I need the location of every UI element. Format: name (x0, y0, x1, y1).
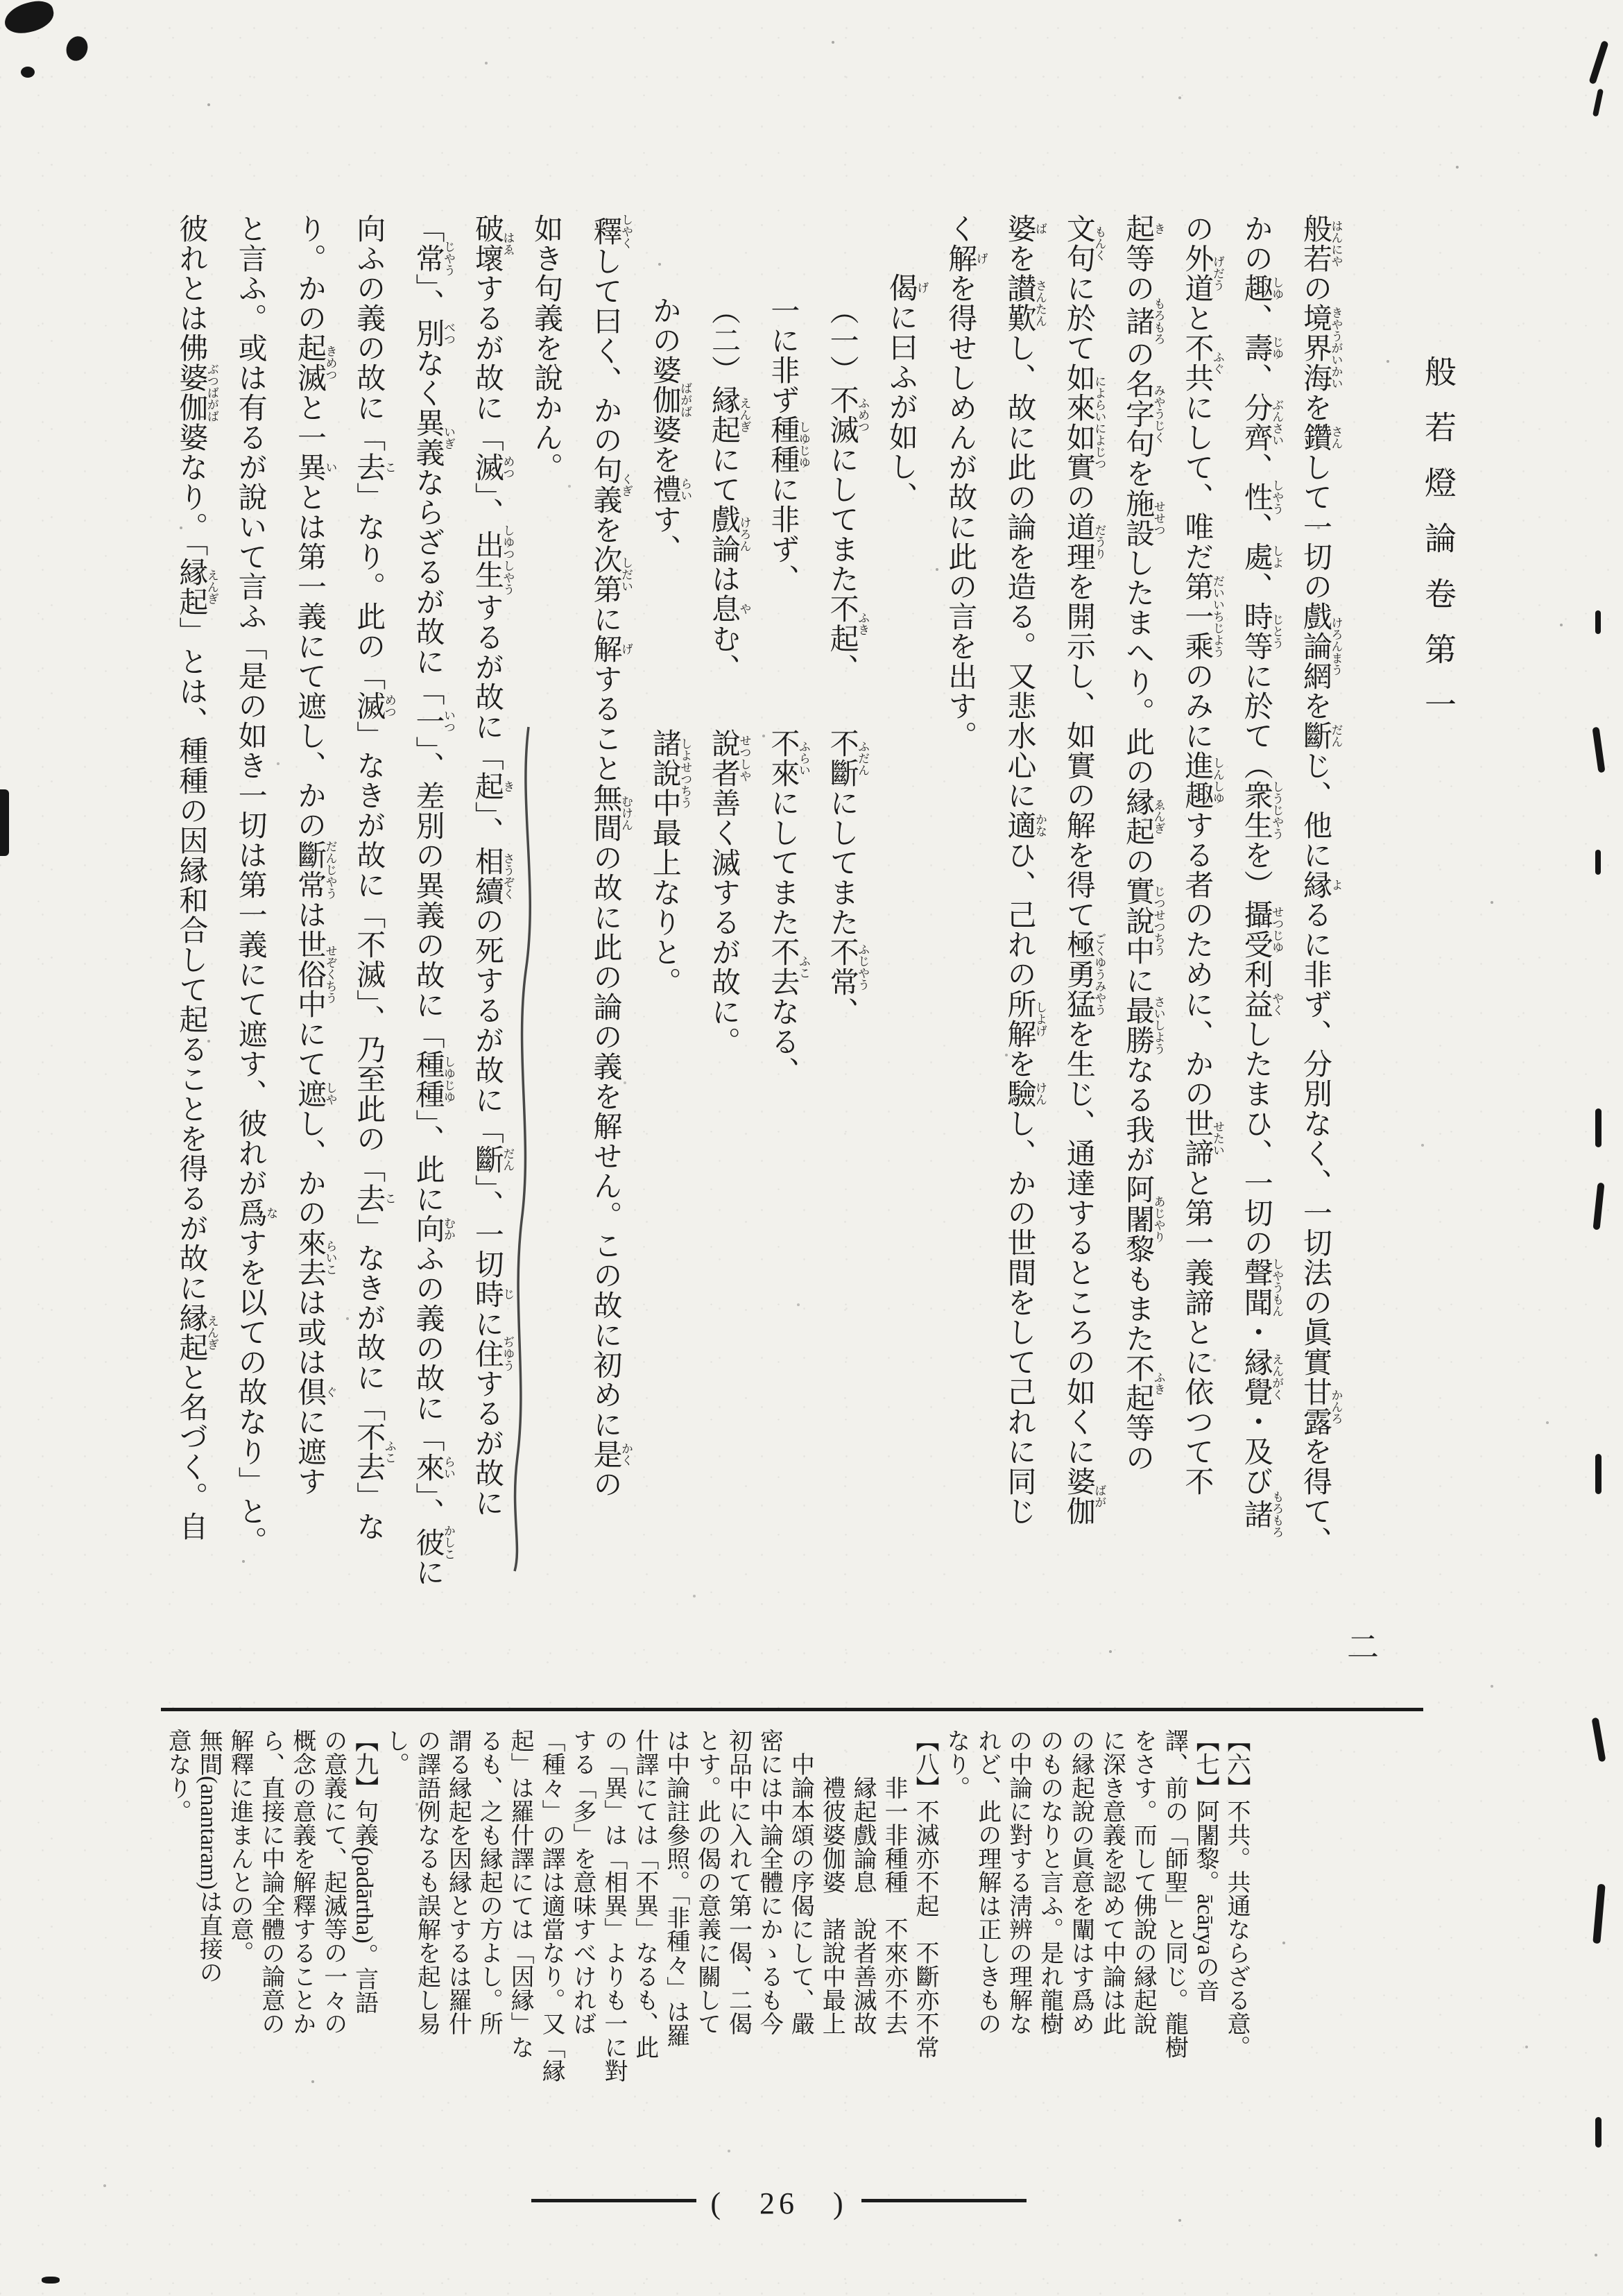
text-column-20: 彼れとは佛婆伽婆ぶつばがばなり。「縁起えんぎ」とは、種種の因縁和合して起ることを得るが故に縁起えんぎと名づく。自 (175, 214, 218, 1541)
text-column-11: （二）縁起えんぎにて戲論けろんは息やむ、 說者せつしや善く滅するが故に。 (707, 295, 751, 1056)
footnote-column-23: 「種々」の譯は適當なり。又「縁 (538, 1729, 565, 2082)
text-column-1: 般若はんにやの境界海きやうがいかいを鑽さんして一切の戲論網けろんまうを斷だんじ、他に縁よるに非ず、分別なく、一切法の眞實甘露かんろを得て、 (1299, 214, 1343, 1556)
scan-artifact (0, 789, 9, 856)
footnote-column-27: の譯語例なるも誤解を起し易 (413, 1729, 440, 2035)
text-column-5: 文句もんくに於て如來如實によらいによじつの道理だうりを開示し、如實の解を得て極勇猛ごくゆうみやうを生じ、通達するところの如くに婆伽ばが (1062, 214, 1106, 1526)
text-column-12: かの婆伽婆ばがばを禮らいす、 諸說中しよせつちう最上なりと。 (648, 295, 692, 997)
scan-noise (0, 0, 1, 1)
main-text-block (161, 214, 1344, 1637)
footnote-column-20: 什譯にては「不異」なるも、此 (631, 1729, 658, 2059)
footnotes-block (161, 1729, 1251, 2157)
footnote-column-6: の縁起說の眞意を闡はす爲め (1067, 1729, 1094, 2035)
scan-artifact (1, 0, 56, 37)
scan-artifact (1595, 2117, 1601, 2148)
footnote-column-1: 【六】不共。共通ならざる意。 (1223, 1729, 1249, 2059)
scan-artifact (1592, 1717, 1606, 1763)
footnote-column-9: れど、此の理解は正しきもの (974, 1729, 1000, 2035)
scan-artifact (1595, 1108, 1601, 1147)
footnote-column-12: 非一非種種 不來亦不去 (881, 1776, 907, 2035)
footnote-column-15: 中論本頌の序偈にして、嚴 (787, 1752, 814, 2035)
footnote-column-34: 無間(anantaram)は直接の (196, 1729, 222, 1985)
footnote-column-18: とす。此の偈の意義に關して (694, 1729, 720, 2035)
scan-artifact (1592, 89, 1604, 117)
text-column-2: かの趣しゆ、壽じゆ、分齊ぶんさい、性しやう、處しよ、時等じとうに於て（衆生しうじやうを）攝受せつじゆ利益やくしたまひ、一切の聲聞しやうもん・縁覺えんがく・及び諸もろもろ (1239, 214, 1284, 1538)
scan-artifact (63, 33, 92, 64)
scan-artifact (1595, 850, 1601, 875)
footnote-column-32: ら、直接に中論全體の論意の (257, 1729, 284, 2035)
footnote-column-19: は中論註參照。「非種々」は羅 (662, 1729, 689, 2047)
text-column-16: 「常じやう」、別べつなく異義いぎならざるが故に「一いつ」、差別の異義の故に「種種しゆじゆ」、此に向むかふの義の故に「來らい」、彼かしこに (411, 214, 456, 1587)
footnote-column-24: 起」は羅什譯にては「因縁」な (507, 1729, 533, 2059)
scan-artifact (1592, 727, 1605, 773)
text-column-13: 釋しやくして曰く、かの句義くぎを次第しだいに解げすること無間むけんの故に此の論の義を解せん。この故に初めに是かくの (589, 214, 633, 1499)
footnote-column-10: なり。 (943, 1729, 969, 1799)
text-column-15: 破壞はゑするが故に「滅めつ」、出生しゆつしやうするが故に「起き」、相續さうぞくの死するが故に「斷だん」、一切時じに住ぢゆうするが故に (470, 214, 515, 1518)
text-column-7: く解げを得せしめんが故に此の言を出す。 (944, 214, 988, 751)
text-column-8: 偈げに曰ふが如し、 (884, 273, 929, 511)
scan-artifact (1595, 610, 1601, 634)
text-column-10: 一に非ず種種しゆじゆに非ず、 不來ふらいにしてまた不去ふこなる、 (766, 295, 810, 1086)
footnote-column-2: 【七】阿闍黎。ācāryaの音 (1192, 1729, 1219, 2003)
footnote-column-14: 禮彼婆伽婆 諸說中最上 (818, 1776, 845, 2035)
text-column-6: 婆ばを讃歎さんたんし、故に此の論を造る。又悲水心に適かなひ、己れの所解しよげを驗けんし、かの世間をして己れに同じ (1003, 214, 1047, 1526)
scan-artifact (1595, 1454, 1601, 1494)
footnote-column-5: に深き意義を認めて中論は此 (1099, 1729, 1125, 2035)
footnote-column-17: 初品中に入れて第一偈、二偈 (725, 1729, 751, 2035)
footnote-column-7: のものなりと言ふ。是れ龍樹 (1036, 1729, 1063, 2035)
book-title: 般若燈論卷第一 (1420, 355, 1456, 744)
text-column-17: 向ふの義の故に「去こ」なり。此の「滅めつ」なきが故に「不滅」、乃至此の「去こ」なきが故に「不去ふこ」な (352, 214, 396, 1541)
footnote-column-3: 譯、前の「師聖」と同じ。龍樹 (1161, 1729, 1187, 2059)
text-column-19: と言ふ。或は有るが說いて言ふ「是の如き一切は第一義にて遮す、彼れが爲なすを以ての故なり」と。 (234, 214, 278, 1556)
footnote-column-29: 【九】句義(padārtha)。言語 (351, 1729, 377, 2014)
scan-artifact (1592, 1183, 1604, 1231)
footnote-column-30: の意義にて、起滅等の一々の (320, 1729, 346, 2035)
footnote-column-25: るも、之も縁起の方よし。所 (476, 1729, 502, 2035)
footnote-column-21: の「異」は「相異」よりも一に對 (600, 1729, 626, 2082)
folio-number: 二 (1343, 1630, 1378, 1662)
footnote-column-31: 概念の意義を解釋することか (289, 1729, 315, 2035)
footnote-column-13: 縁起戲論息 說者善滅故 (850, 1776, 876, 2035)
footnote-column-26: 謂る縁起を因縁とするは羅什 (445, 1729, 471, 2035)
footnote-column-4: をさす。而して佛說の縁起說 (1130, 1729, 1156, 2035)
scan-artifact (21, 67, 35, 78)
footnote-column-22: する「多」を意味すべければ (569, 1729, 595, 2035)
scan-artifact (1592, 1884, 1605, 1944)
text-column-4: 起き等の諸もろもろの名字句みやうじくを施設せせつしたまへり。此の縁起ゑんぎの實說中じつせつちうに最勝さいしようなる我が阿闍黎あじやりもまた不起ふき等の (1122, 214, 1165, 1473)
footnote-column-8: の中論に對する淸辨の理解な (1005, 1729, 1031, 2035)
footnote-column-11: 【八】不滅亦不起 不斷亦不常 (911, 1729, 938, 2059)
page-number: ( 26 ) (710, 2186, 848, 2220)
footnote-column-28: し。 (382, 1729, 409, 1776)
footnote-divider-rule (161, 1708, 1423, 1711)
text-column-14: 如き句義を說かん。 (530, 214, 563, 482)
footnote-column-16: 密には中論全體にかゝるも今 (756, 1729, 782, 2035)
scan-artifact (42, 2277, 60, 2284)
footnote-column-33: 解釋に進まんとの意。 (227, 1729, 252, 1964)
text-column-3: の外道げだうと不共ふぐにして、唯だ第一乘だいいちじようのみに進趣しんしゆする者のために、かの世諦せたいと第一義諦とに依つて不 (1180, 214, 1224, 1496)
scan-artifact (1588, 40, 1608, 85)
text-column-9: （一）不滅ふめつにしてまた不起ふき、 不斷ふだんにしてまた不常ふじやう、 (825, 295, 870, 1027)
page-footer (0, 2178, 1558, 2222)
footnote-column-35: 意なり。 (164, 1729, 191, 1823)
text-column-18: り。かの起滅きめつと一異いとは第一義にて遮し、かの斷常だんじやうは世俗中せぞくちうにて遮しやし、かの來去らいこは或は倶ぐに遮す (293, 214, 337, 1496)
